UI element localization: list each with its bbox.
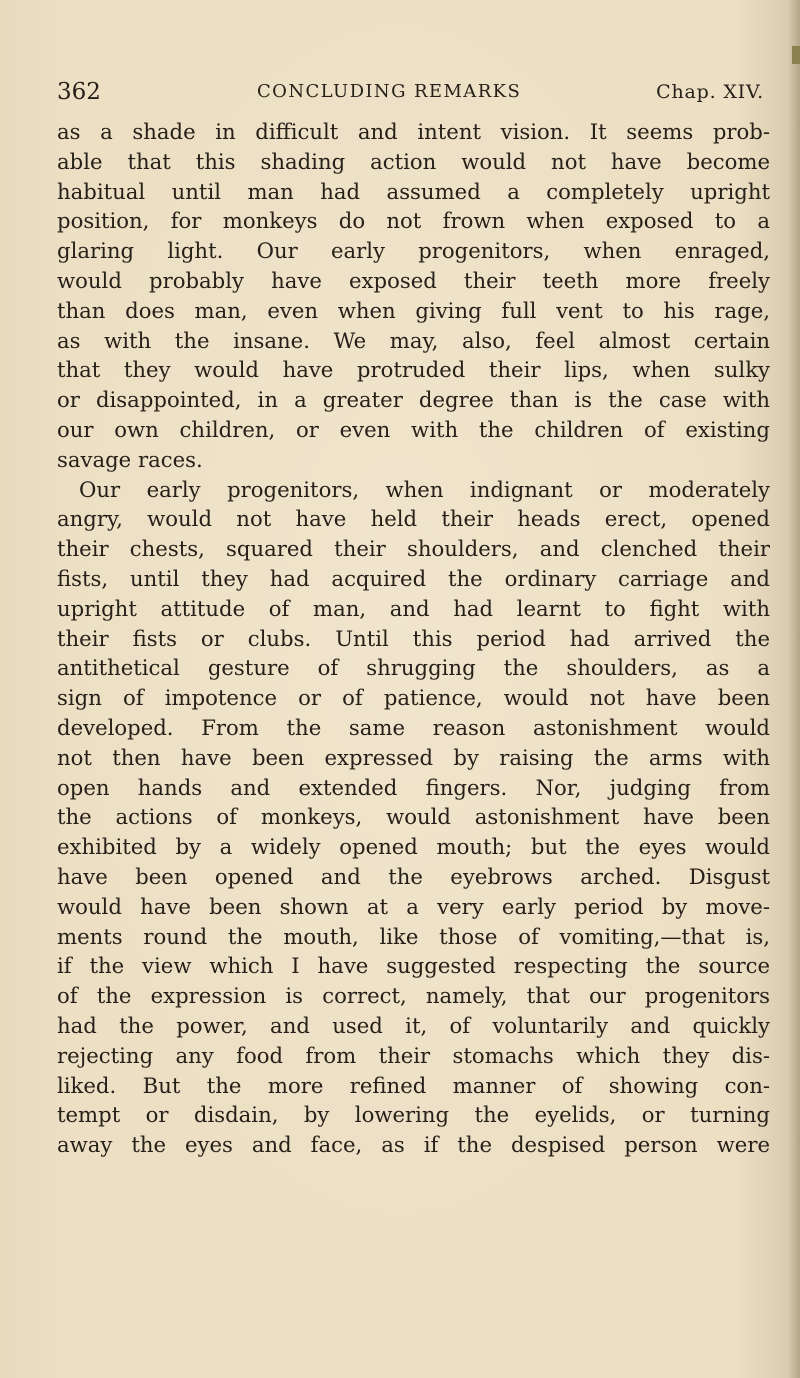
text-line: as a shade in difficult and intent vision. It seems prob- bbox=[57, 119, 770, 144]
page-number: 362 bbox=[57, 79, 101, 105]
text-line: away the eyes and face, as if the despised person were bbox=[57, 1132, 770, 1158]
text-line: sign of impotence or of patience, would not have been bbox=[57, 685, 770, 711]
running-header bbox=[57, 77, 764, 107]
text-line: antithetical gesture of shrugging the shoulders, as a bbox=[57, 655, 770, 681]
text-line: developed. From the same reason astonishment would bbox=[57, 714, 770, 740]
text-line: tempt or disdain, by lowering the eyelids, or turning bbox=[57, 1102, 770, 1128]
text-line: glaring light. Our early progenitors, when enraged, bbox=[57, 238, 770, 264]
text-line: open hands and extended fingers. Nor, judging from bbox=[57, 774, 770, 800]
text-line: have been opened and the eyebrows arched. Disgust bbox=[57, 863, 770, 889]
text-line: than does man, even when giving full vent to his rage, bbox=[57, 297, 770, 323]
text-line: of the expression is correct, namely, that our progenitors bbox=[57, 983, 770, 1009]
text-line: ments round the mouth, like those of vomiting,—that is, bbox=[57, 923, 770, 949]
paragraph-end-line: savage races. bbox=[57, 446, 203, 472]
text-line: fists, until they had acquired the ordinary carriage and bbox=[57, 565, 770, 591]
text-line: as with the insane. We may, also, feel almost certain bbox=[57, 327, 770, 353]
text-line: their fists or clubs. Until this period had arrived the bbox=[57, 625, 770, 651]
text-line: upright attitude of man, and had learnt to fight with bbox=[57, 595, 770, 621]
page-edge-mark bbox=[792, 46, 800, 64]
text-line: their chests, squared their shoulders, and clenched their bbox=[57, 536, 770, 562]
text-line: liked. But the more refined manner of showing con- bbox=[57, 1072, 770, 1098]
text-line: would have been shown at a very early period by move- bbox=[57, 893, 770, 919]
text-line: able that this shading action would not have become bbox=[57, 148, 770, 174]
text-line: habitual until man had assumed a completely upright bbox=[57, 178, 770, 204]
text-line: that they would have protruded their lips, when sulky bbox=[57, 357, 770, 383]
text-line: position, for monkeys do not frown when exposed to a bbox=[57, 208, 770, 234]
text-line: exhibited by a widely opened mouth; but the eyes would bbox=[57, 834, 770, 860]
text-line: angry, would not have held their heads erect, opened bbox=[57, 506, 770, 532]
text-line: had the power, and used it, of voluntarily and quickly bbox=[57, 1012, 770, 1038]
text-line: rejecting any food from their stomachs which they dis- bbox=[57, 1042, 770, 1068]
text-line: or disappointed, in a greater degree than is the case with bbox=[57, 387, 770, 413]
page-edge-shadow bbox=[788, 0, 800, 1378]
chapter-label: Chap. XIV. bbox=[656, 81, 764, 103]
text-line: the actions of monkeys, would astonishment have been bbox=[57, 804, 770, 830]
text-line: not then have been expressed by raising the arms with bbox=[57, 744, 770, 770]
text-line: would probably have exposed their teeth more freely bbox=[57, 267, 770, 293]
running-title: CONCLUDING REMARKS bbox=[257, 81, 522, 102]
paragraph-start-line: Our early progenitors, when indignant or moderately bbox=[79, 476, 770, 502]
text-line: our own children, or even with the children of existing bbox=[57, 416, 770, 442]
text-line: if the view which I have suggested respecting the source bbox=[57, 953, 770, 979]
body-text bbox=[57, 117, 770, 1160]
